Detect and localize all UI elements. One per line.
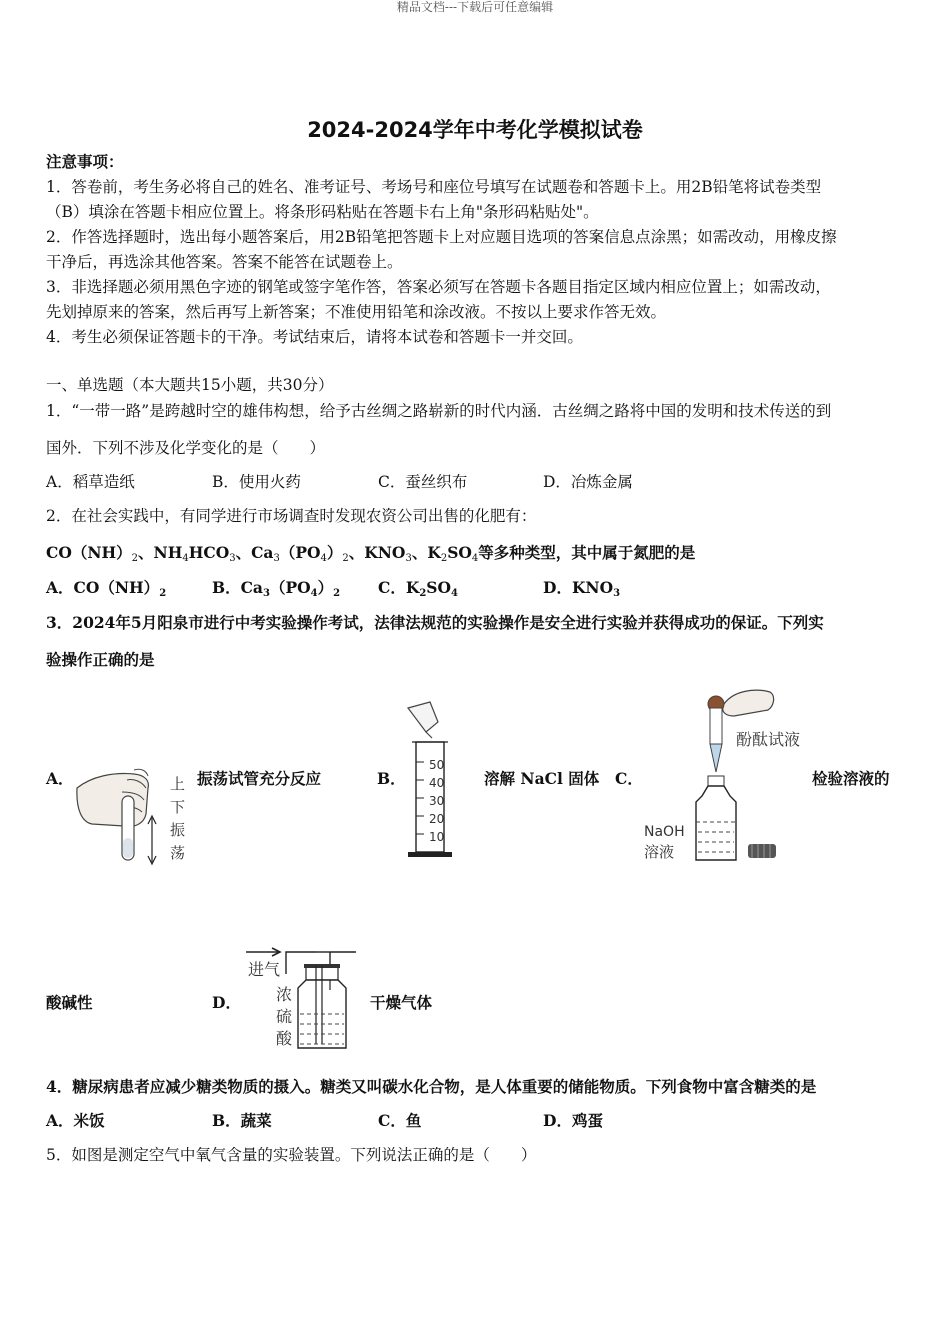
notice-line: 先划掉原来的答案，然后再写上新答案；不准使用铅笔和涂改液。不按以上要求作答无效。 bbox=[46, 303, 667, 321]
q3-option-c-label: C． bbox=[615, 769, 643, 788]
q1-option-a: A．稻草造纸 bbox=[46, 473, 135, 491]
q3-figure-c-naoh: NaOH bbox=[644, 824, 685, 840]
notice-heading: 注意事项： bbox=[46, 152, 124, 171]
q2-formula-line: $CO(NH)_2$、$NH_4HCO_3$、$Ca_3(PO_4)_2$、$KNO_3$、$K_2SO_4$等多种类型，其中属于氮肥的是 bbox=[46, 543, 696, 564]
q3-figure-c-reagent: 酚酞试液 bbox=[736, 730, 801, 749]
q4-option-a: A．米饭 bbox=[46, 1111, 105, 1130]
notice-line: 3．非选择题必须用黑色字迹的钢笔或签字笔作答，答案必须写在答题卡各题目指定区域内相应位置上；如需改动， bbox=[46, 278, 831, 296]
q4-option-c: C．鱼 bbox=[378, 1111, 422, 1130]
q3-option-c-text-cont: 酸碱性 bbox=[46, 993, 93, 1012]
page-title: 2024-2024学年中考化学模拟试卷 bbox=[307, 118, 643, 142]
q3-stem-cont: 验操作正确的是 bbox=[46, 650, 155, 669]
q4-option-b: B．蔬菜 bbox=[212, 1111, 272, 1130]
q3-figure-d-acid-label: 浓 硫 酸 bbox=[276, 985, 293, 1048]
notice-line: 4．考生必须保证答题卡的干净。考试结束后，请将本试卷和答题卡一并交回。 bbox=[46, 328, 583, 346]
q3-figure-d-gas-in: 进气 bbox=[248, 960, 281, 979]
q2-option-b: B．$Ca_3(PO_4)_2$ bbox=[212, 578, 341, 599]
q3-figure-b-scale: 50 40 30 20 10 bbox=[429, 758, 445, 844]
q3-figure-a-label: 上 下 振 荡 bbox=[170, 775, 186, 862]
q2-option-c: C．$K_2SO_4$ bbox=[378, 578, 458, 599]
q3-option-b-label: B． bbox=[377, 769, 406, 788]
notice-line: 2．作答选择题时，选出每小题答案后，用2B铅笔把答题卡上对应题目选项的答案信息点涂黑；如需改动，用橡皮擦 bbox=[46, 228, 837, 246]
q3-option-d-label: D． bbox=[212, 993, 241, 1012]
q2-option-d: D．$KNO_3$ bbox=[543, 578, 621, 599]
header-note: 精品文档---下载后可任意编辑 bbox=[396, 0, 554, 14]
notice-line: 1．答卷前，考生务必将自己的姓名、准考证号、考场号和座位号填写在试题卷和答题卡上。用2B铅笔将试卷类型 bbox=[46, 178, 822, 196]
q1-stem-cont: 国外．下列不涉及化学变化的是（ ） bbox=[46, 439, 326, 457]
q1-stem: 1．“一带一路”是跨越时空的雄伟构想，给予古丝绸之路崭新的时代内涵．古丝绸之路将中国的发明和技术传送的到 bbox=[46, 402, 832, 420]
q3-stem: 3．2024年5月阳泉市进行中考实验操作考试，法律法规范的实验操作是安全进行实验并获得成功的保证。下列实 bbox=[46, 613, 824, 632]
q5-stem: 5．如图是测定空气中氧气含量的实验装置。下列说法正确的是（ ） bbox=[46, 1146, 537, 1164]
q3-option-c-text: 检验溶液的 bbox=[812, 769, 890, 788]
notice-line: 干净后，再选涂其他答案。答案不能答在试题卷上。 bbox=[46, 253, 403, 271]
q4-option-d: D．鸡蛋 bbox=[543, 1111, 603, 1130]
q2-stem: 2．在社会实践中，有同学进行市场调查时发现农资公司出售的化肥有： bbox=[46, 507, 537, 525]
q2-option-a: A．$CO(NH)_2$ bbox=[46, 578, 167, 599]
q4-stem: 4．糖尿病患者应减少糖类物质的摄入。糖类又叫碳水化合物，是人体重要的储能物质。下列食物中富含糖类的是 bbox=[46, 1077, 817, 1096]
q3-option-d-text: 干燥气体 bbox=[370, 993, 433, 1012]
q3-option-b-text: 溶解 NaCl 固体 bbox=[484, 769, 600, 788]
q3-option-a-text: 振荡试管充分反应 bbox=[197, 769, 322, 788]
q3-option-a-label: A． bbox=[46, 769, 74, 788]
q3-figure-c-dropper-bottle bbox=[690, 684, 790, 864]
q1-option-b: B．使用火药 bbox=[212, 473, 301, 491]
q1-option-d: D．冶炼金属 bbox=[543, 473, 633, 491]
q1-option-c: C．蚕丝织布 bbox=[378, 473, 468, 491]
section-heading: 一、单选题（本大题共15小题，共30分） bbox=[46, 376, 334, 394]
q3-figure-c-solution: 溶液 bbox=[644, 843, 675, 861]
notice-line: （B）填涂在答题卡相应位置上。将条形码粘贴在答题卡右上角"条形码粘贴处"。 bbox=[46, 203, 599, 221]
